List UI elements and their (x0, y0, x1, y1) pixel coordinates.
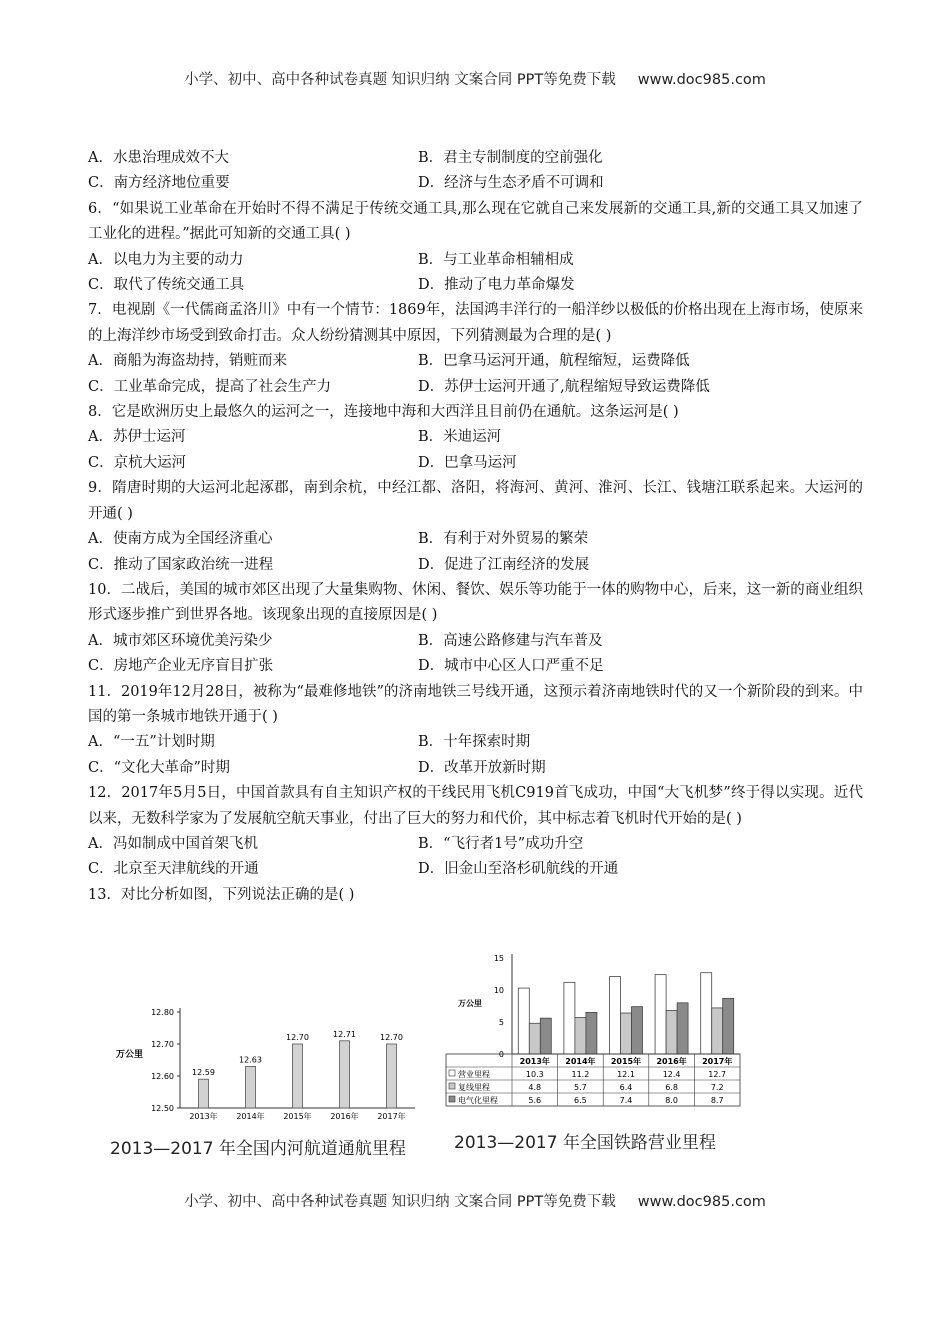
header-text: 小学、初中、高中各种试卷真题 知识归纳 文案合同 PPT等免费下载 (184, 72, 616, 88)
option-d: D．城市中心区人口严重不足 (418, 658, 604, 675)
option-row (88, 451, 863, 476)
option-c: C．“文化大革命”时期 (88, 759, 230, 776)
option-a: A．冯如制成中国首架飞机 (88, 835, 258, 852)
option-b: B．巴拿马运河开通，航程缩短，运费降低 (418, 353, 690, 370)
x-tick-label: 2013年 (189, 1112, 218, 1121)
legend-swatch (449, 1070, 455, 1076)
table-cell: 8.7 (710, 1096, 724, 1105)
bar (655, 975, 666, 1054)
inland-waterway-chart (108, 1000, 428, 1125)
x-tick-label: 2014年 (565, 1057, 596, 1066)
table-cell: 4.8 (528, 1083, 542, 1092)
option-row (88, 273, 863, 298)
railway-chart (444, 948, 744, 1118)
option-a: A．“一五”计划时期 (88, 734, 215, 751)
option-row (88, 375, 863, 400)
question-10-stem: 10．二战后，美国的城市郊区出现了大量集购物、休闲、餐饮、娱乐等功能于一体的购物中心，后来，这一新的商业组织形式逐步推广到世界各地。该现象出现的直接原因是( ) (88, 581, 863, 624)
question-6-stem: 6．“如果说工业革命在开始时不得不满足于传统交通工具,那么现在它就自己来发展新的交通工具,新的交通工具又加速了工业化的进程。”据此可知新的交通工具( ) (88, 200, 863, 243)
question-13-stem: 13．对比分析如图，下列说法正确的是( ) (88, 886, 355, 903)
option-b: B．有利于对外贸易的繁荣 (418, 531, 589, 548)
option-row (88, 146, 863, 171)
y-tick-label: 15 (493, 954, 504, 963)
x-tick-label: 2014年 (236, 1112, 265, 1121)
table-cell: 6.5 (574, 1096, 587, 1105)
option-b: B．十年探索时期 (418, 734, 531, 751)
x-tick-label: 2017年 (377, 1112, 406, 1121)
y-tick-label: 10 (493, 986, 504, 995)
bar (529, 1023, 540, 1054)
footer-url[interactable]: www.doc985.com (637, 1194, 766, 1210)
option-row (88, 730, 863, 755)
option-row (88, 553, 863, 578)
option-d: D．经济与生态矛盾不可调和 (418, 175, 604, 192)
option-row (88, 756, 863, 781)
option-b: B．与工业革命相辅相成 (418, 251, 574, 268)
question-11-stem: 11．2019年12月28日，被称为“最难修地铁”的济南地铁三号线开通，这预示着济南地铁时代的又一个新阶段的到来。中国的第一条城市地铁开通于( ) (88, 683, 863, 725)
bar (610, 977, 621, 1054)
table-cell: 5.6 (528, 1096, 542, 1105)
bar (632, 1007, 643, 1054)
x-tick-label: 2016年 (656, 1057, 687, 1066)
option-a: A．使南方成为全国经济重心 (88, 531, 273, 548)
option-row (88, 248, 863, 273)
option-d: D．推动了电力革命爆发 (418, 277, 575, 294)
bar (518, 988, 529, 1054)
y-tick-label: 12.60 (151, 1072, 174, 1081)
table-cell: 6.4 (619, 1083, 633, 1092)
y-axis-label: 万公里 (116, 1050, 144, 1060)
x-tick-label: 2016年 (330, 1112, 359, 1121)
option-c: C．京杭大运河 (88, 454, 187, 471)
x-tick-label: 2015年 (283, 1112, 312, 1121)
legend-label: 电气化里程 (458, 1096, 498, 1105)
data-label: 12.63 (239, 1055, 262, 1065)
option-c: C．南方经济地位重要 (88, 175, 230, 192)
x-tick-label: 2013年 (519, 1057, 550, 1066)
option-c: C．工业革命完成，提高了社会生产力 (88, 378, 332, 395)
x-tick-label: 2015年 (610, 1057, 642, 1066)
option-b: B．“飞行者1号”成功升空 (418, 835, 584, 852)
y-tick-label: 0 (498, 1050, 504, 1059)
option-a: A．水患治理成效不大 (88, 150, 229, 166)
option-row (88, 349, 863, 374)
option-a: A．商船为海盗劫持，销赃而来 (88, 353, 287, 370)
table-cell: 7.4 (619, 1096, 633, 1105)
option-a: A．以电力为主要的动力 (88, 251, 244, 268)
bar (199, 1079, 209, 1108)
data-label: 12.70 (286, 1033, 309, 1042)
option-row (88, 654, 863, 679)
page-footer (0, 1190, 950, 1211)
table-cell: 12.1 (617, 1070, 635, 1079)
option-b: B．君主专制制度的空前强化 (418, 150, 603, 166)
option-d: D．旧金山至洛杉矶航线的开通 (418, 861, 619, 878)
bar (340, 1041, 350, 1108)
x-tick-label: 2017年 (702, 1057, 733, 1066)
bar (586, 1012, 597, 1054)
y-tick-label: 5 (498, 1018, 504, 1027)
bar (540, 1018, 551, 1054)
bar (677, 1003, 688, 1054)
option-c: C．北京至天津航线的开通 (88, 861, 259, 878)
option-b: B．米迪运河 (418, 429, 502, 446)
bar (712, 1008, 723, 1054)
bar (246, 1066, 256, 1108)
option-row (88, 425, 863, 450)
bar (293, 1044, 303, 1108)
bar (621, 1013, 632, 1054)
option-row (88, 171, 863, 196)
option-d: D．巴拿马运河 (418, 454, 517, 471)
legend-label: 营业里程 (458, 1070, 490, 1079)
y-tick-label: 12.70 (151, 1040, 174, 1049)
page-header (0, 68, 950, 89)
question-7-stem: 7．电视剧《一代儒商孟洛川》中有一个情节：1869年，法国鸿丰洋行的一船洋纱以极低的价格出现在上海市场，使原来的上海洋纱市场受到致命打击。众人纷纷猜测其中原因，下列猜测最为合理的是( ) (88, 302, 863, 344)
y-tick-label: 12.80 (151, 1008, 174, 1017)
bar (723, 998, 734, 1054)
bar (564, 982, 575, 1054)
option-row (88, 832, 863, 857)
table-cell: 11.2 (571, 1070, 590, 1079)
question-12-stem: 12．2017年5月5日，中国首款具有自主知识产权的干线民用飞机C919首飞成功，中国“大飞机梦”终于得以实现。近代以来，无数科学家为了发展航空航天事业，付出了巨大的努力和代价，其中标志着飞机时代开始的是( ) (88, 785, 863, 827)
option-a: A．城市郊区环境优美污染少 (88, 632, 273, 649)
table-cell: 12.4 (662, 1070, 681, 1079)
option-c: C．房地产企业无序盲目扩张 (88, 658, 274, 675)
legend-swatch (449, 1083, 455, 1089)
legend-label: 复线里程 (458, 1083, 490, 1092)
question-8-stem: 8．它是欧洲历史上最悠久的运河之一，连接地中海和大西洋且目前仍在通航。这条运河是( ) (88, 404, 679, 421)
data-label: 12.71 (333, 1029, 356, 1039)
table-cell: 5.7 (574, 1083, 587, 1092)
option-d: D．改革开放新时期 (418, 759, 546, 776)
option-d: D．促进了江南经济的发展 (418, 556, 590, 573)
option-c: C．推动了国家政治统一进程 (88, 556, 274, 573)
table-cell: 6.8 (665, 1083, 678, 1092)
footer-text: 小学、初中、高中各种试卷真题 知识归纳 文案合同 PPT等免费下载 (184, 1194, 616, 1210)
option-c: C．取代了传统交通工具 (88, 277, 245, 294)
option-row (88, 629, 863, 654)
bar (701, 973, 712, 1054)
data-label: 12.70 (380, 1033, 403, 1042)
question-list (88, 146, 863, 908)
y-axis-label: 万公里 (458, 999, 482, 1008)
legend-swatch (449, 1096, 455, 1102)
y-tick-label: 12.50 (151, 1104, 174, 1113)
bar (387, 1044, 397, 1108)
table-cell: 7.2 (710, 1083, 724, 1092)
option-row (88, 527, 863, 552)
bar (575, 1018, 586, 1054)
bar (666, 1010, 677, 1054)
option-row (88, 857, 863, 882)
table-cell: 12.7 (708, 1070, 727, 1079)
option-a: A．苏伊士运河 (88, 429, 186, 446)
table-cell: 10.3 (525, 1070, 544, 1079)
table-cell: 8.0 (665, 1096, 678, 1105)
header-url[interactable]: www.doc985.com (637, 72, 766, 88)
question-9-stem: 9．隋唐时期的大运河北起涿郡，南到余杭，中经江都、洛阳，将海河、黄河、淮河、长江、钱塘江联系起来。大运河的开通( ) (88, 480, 863, 522)
option-d: D．苏伊士运河开通了,航程缩短导致运费降低 (418, 378, 710, 395)
data-label: 12.59 (192, 1068, 215, 1078)
option-b: B．高速公路修建与汽车普及 (418, 632, 603, 649)
inland-waterway-chart-title: 2013—2017 年全国内河航道通航里程 (110, 1139, 406, 1159)
railway-chart-title: 2013—2017 年全国铁路营业里程 (454, 1133, 716, 1153)
